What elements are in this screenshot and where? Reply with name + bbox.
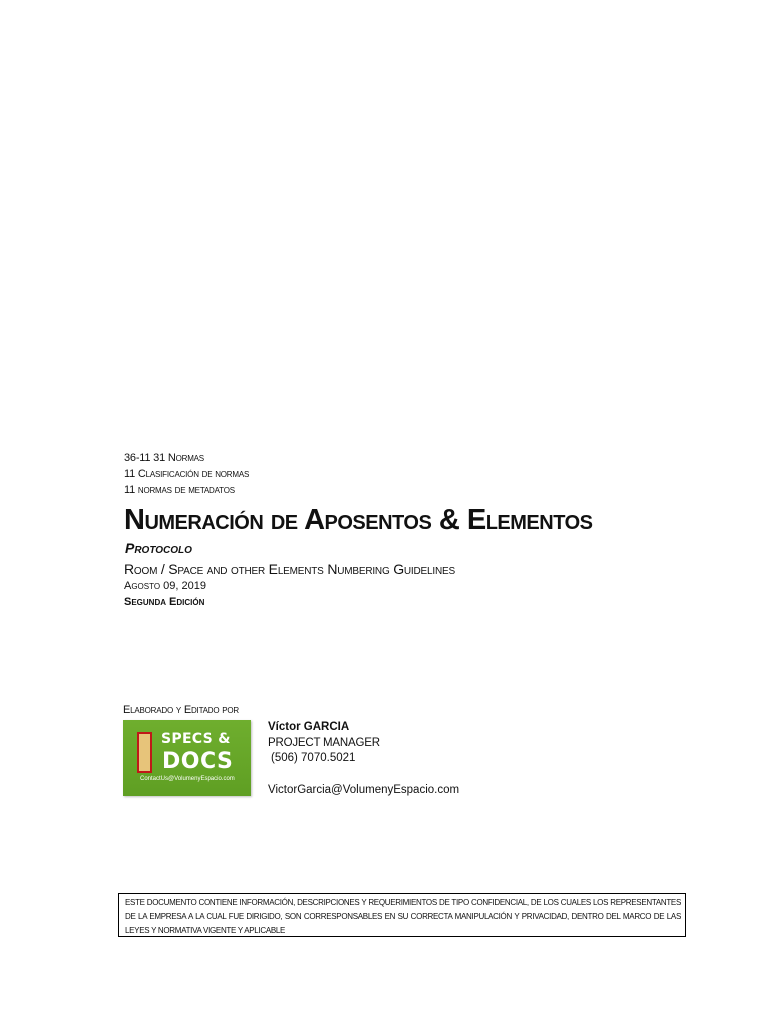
document-english-title: Room / Space and other Elements Numbering Guidelines: [124, 561, 455, 577]
logo-docs-text: DOCS: [162, 749, 234, 774]
document-edition: Segunda Edición: [124, 596, 205, 608]
document-date: Agosto 09, 2019: [124, 580, 206, 592]
document-subtitle: Protocolo: [125, 540, 192, 556]
contact-email[interactable]: VictorGarcia@VolumenyEspacio.com: [268, 783, 460, 796]
contact-phone: (506) 7070.5021: [271, 752, 356, 764]
logo-contact-text: ContactUs@VolumenyEspacio.com: [140, 776, 235, 782]
specs-docs-logo: [123, 720, 251, 796]
classification-block: [124, 450, 724, 498]
classification-line-3: 11 normas de metadatos: [124, 484, 235, 496]
document-title: Numeración de Aposentos & Elementos: [124, 504, 593, 536]
door-icon: [137, 732, 152, 773]
classification-line-2: 11 Clasificación de normas: [124, 468, 250, 480]
logo-specs-text: SPECS &: [161, 731, 231, 747]
classification-line-1: 36-11 31 Normas: [124, 452, 204, 464]
contact-name: Víctor GARCIA: [268, 721, 350, 733]
edited-by-label: Elaborado y Editado por: [123, 704, 240, 716]
contact-role: PROJECT MANAGER: [268, 736, 380, 749]
contact-block: [268, 720, 459, 798]
confidentiality-disclaimer: ESTE DOCUMENTO CONTIENE INFORMACIÓN, DESCRIPCIONES Y REQUERIMIENTOS DE TIPO CONFIDENCIAL, DE LOS CUALES LOS REPRESENTANTES DE LA EMPRESA A LA CUAL FUE DIRIGIDO, SON CORRESPONSABLES EN SU CORRECTA MANIPULACIÓN Y PRIVACIDAD, DENTRO DEL MARCO DE LAS LEYES Y NORMATIVA VIGENTE Y APLICABLE: [118, 893, 686, 937]
